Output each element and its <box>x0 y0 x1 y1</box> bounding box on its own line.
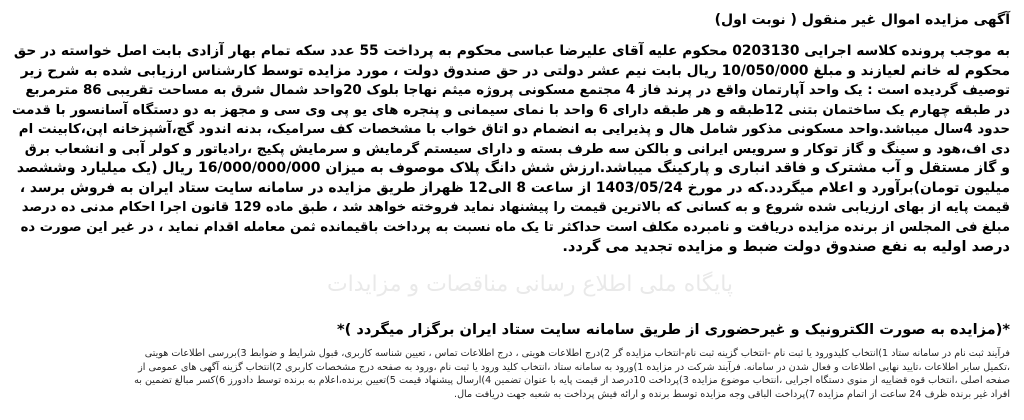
body-line: دی اف،هود و سینگ و گاز توکار و سرویس ایرانی و بالکن سه طرف بسته و دارای سیستم گرمایش و سرمایش پکیج ،رادیاتور و کولر آبی و انشعاب برق <box>24 141 1010 157</box>
body-line: قیمت پایه از بهای ارزیابی شده شروع و به کسانی که بالاترین قیمت را پیشنهاد نماید فروخته خواهد شد ، طبق ماده 129 قانون اجرا احکام مدنی ده درصد <box>21 200 1010 215</box>
watermark-logo <box>290 255 770 315</box>
footer-line: صفحه اصلی ،انتخاب قوه قضاییه از منوی دستگاه اجرایی ،انتخاب موضوع مزایده 3)پرداخت 10درصد از قیمت پایه با عنوان تضمین 4)ارسال پیشنهاد قیمت 5)تعیین برنده،اعلام به برنده توسط دادورز 6)کسر مبالغ تضمین به <box>134 375 1010 386</box>
body-line: درصد اولیه به نفع صندوق دولت ضبط و مزایده تجدید می گردد. <box>562 238 1010 255</box>
notice-title: آگهی مزایده اموال غیر منقول ( نوبت اول) <box>714 12 1010 28</box>
footer-line: ،تکمیل سایر اطلاعات ،تایید نهایی اطلاعات و فعال شدن در سامانه. فرآیند شرکت در مزایده 1)ورود به سامانه ستاد ،انتخاب کلید ورود یا ثبت نام ،ورود به صفحه درج مشخصات کاربری 2)انتخاب گزینه آگهی های عمومی از <box>138 361 1010 373</box>
body-line: محکوم له خانم لعیازند و مبلغ 10/050/000 ریال بابت نیم عشر دولتی در حق صندوق دولت ، مورد مزایده توسط کارشناس ارزیابی شده به شرح زیر <box>20 62 1010 79</box>
electronic-auction-note: *(مزایده به صورت الکترونیک و غیرحضوری از طریق سامانه سایت ستاد ایران برگزار میگردد )* <box>336 321 1010 338</box>
body-line: در طبقه چهارم یک ساختمان بتنی 12طبقه و هر طبقه دارای 6 واحد با نمای سیمانی و پنجره های یو پی وی سی و مجهز به دو دستگاه آسانسور با قدمت <box>12 102 1010 118</box>
body-line: مبلغ فی المجلس از برنده مزایده دریافت و نامبرده مکلف است حداکثر تا یک ماه نسبت به پرداخت باقیمانده ثمن معامله اقدام نماید ، در غیر این صورت ده <box>20 219 1010 235</box>
registration-procedure <box>10 347 1010 401</box>
body-line: میلیون تومان)برآورد و اعلام میگردد.که در مورخ 1403/05/24 از ساعت 8 الی12 ظهراز طریق مزایده در سامانه سایت ستاد ایران به فروش برسد ، <box>19 179 1010 196</box>
body-line: حدود 4سال میباشد.واحد مسکونی مذکور شامل هال و پذیرایی به انضمام دو اتاق خواب با مشخصات کف سرامیک، بدنه اندود گچ،آشپزخانه اپن،کابینت ام <box>18 122 1010 137</box>
footer-line: فرآیند ثبت نام در سامانه ستاد 1)انتخاب کلیدورود یا ثبت نام -انتخاب گزینه ثبت نام-انتخاب مزایده گر 2)درج اطلاعات هویتی ، درج اطلاعات تماس ، تعیین شناسه کاربری، قبول شرایط و ضوابط 3)بررسی اطلاعات هویتی <box>144 348 1010 359</box>
notice-body <box>12 42 1010 257</box>
body-line: و گاز مستقل و آب مشترک و فاقد انباری و پارکینگ میباشد.ارزش شش دانگ پلاک موصوف به میزان 16/000/000/000 ریال (یک میلیارد وششصد <box>16 160 1010 176</box>
body-line: توصیف گردیده است : یک واحد آپارتمان واقع در پرند فاز 4 مجتمع مسکونی پروژه میثم نهاجا بلوک 20واحد شمال شرق به مساحت تقریبی 86 مترمربع <box>25 83 1010 98</box>
body-line: به موجب پرونده کلاسه اجرایی 0203130 محکوم علیه آقای علیرضا عباسی محکوم به پرداخت 55 عدد سکه تمام بهار آزادی بابت اصل خواسته در حق <box>13 43 1010 59</box>
footer-line: افراد غیر برنده ظرف 24 ساعت از اتمام مزایده 7)پرداخت الباقی وجه مزایده توسط برنده و ارائه فیش پرداخت به شعبه جهت دریافت مال. <box>454 388 1010 400</box>
watermark-text: پایگاه ملی اطلاع رسانی مناقصات و مزایدات <box>326 272 734 297</box>
